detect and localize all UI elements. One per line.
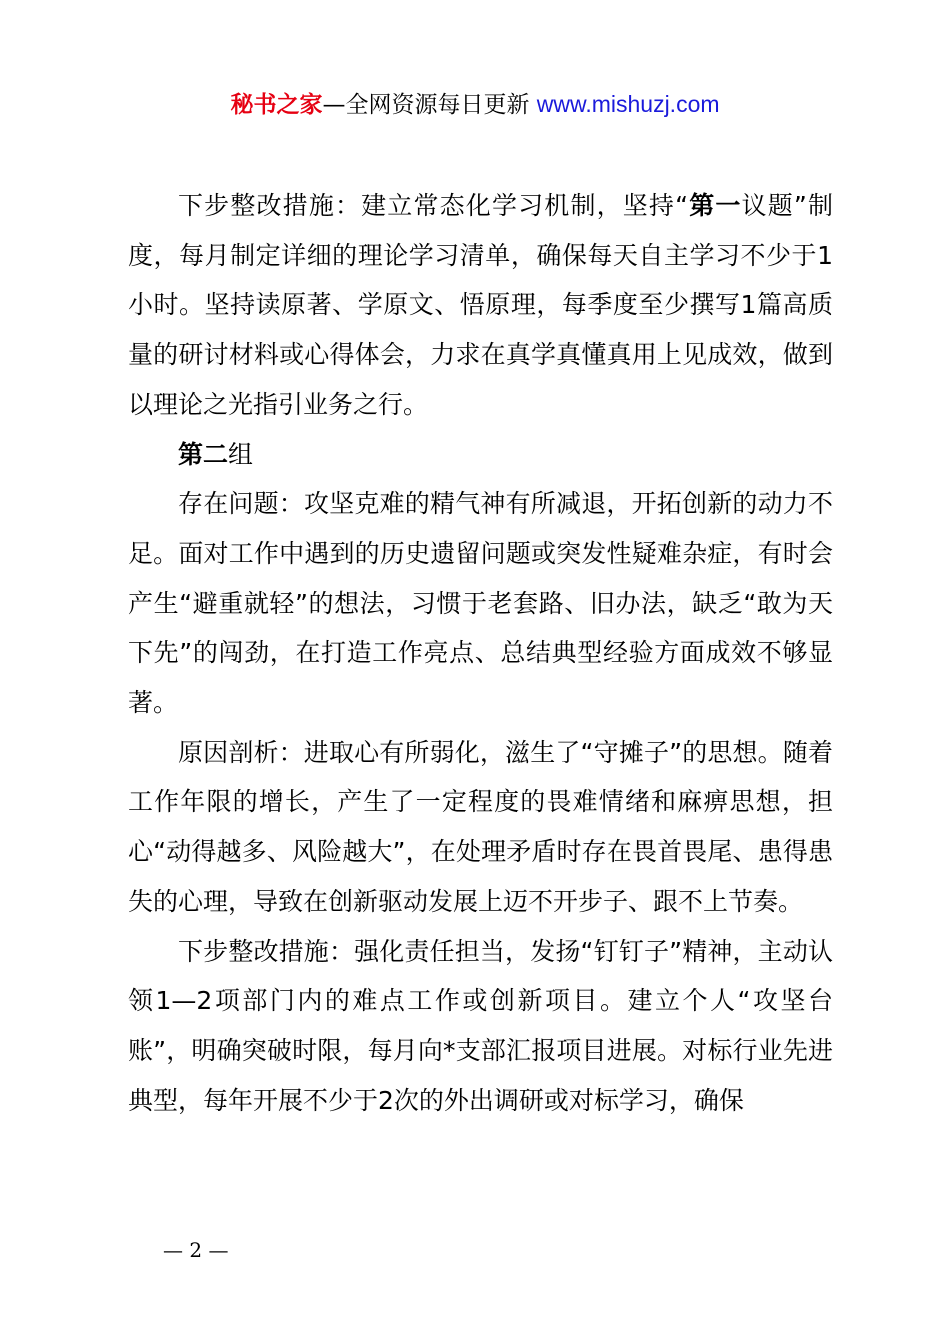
paragraph-problem <box>128 479 833 728</box>
document-body <box>128 181 833 1125</box>
page-number: — 2 — <box>163 1238 229 1262</box>
paragraph-rectification-1 <box>128 181 833 430</box>
site-url-link[interactable]: www.mishuzj.com <box>536 91 720 117</box>
brand-name: 秘书之家 <box>230 92 323 118</box>
text-segment: 议题”制度，每月制定详细的理论学习清单，确保每天自主学习不少于1小时。坚持读原著、学原文、悟原理，每季度至少撰写1篇高质量的研讨材料或心得体会，力求在真学真懂真用上见成效，做到以理论之光指引业务之行。 <box>128 191 833 419</box>
paragraph-rectification-2 <box>128 927 833 1126</box>
text-segment: 原因剖析：进取心有所弱化，滋生了“守摊子”的思想。随着工作年限的增长，产生了一定程度的畏难情绪和麻痹思想，担心“动得越多、风险越大”，在处理矛盾时存在畏首畏尾、患得患失的心理，导致在创新驱动发展上迈不开步子、跟不上节奏。 <box>128 737 833 916</box>
banner-tagline: —全网资源每日更新 <box>322 92 537 118</box>
text-segment: 下步整改措施：强化责任担当，发扬“钉钉子”精神，主动认领1—2项部门内的难点工作或创新项目。建立个人“攻坚台账”，明确突破时限，每月向*支部汇报项目进展。对标行业先进典型，每年开展不少于2次的外出调研或对标学习，确保 <box>128 936 833 1115</box>
text-segment: 组 <box>228 439 254 469</box>
site-banner <box>0 86 950 123</box>
paragraph-cause-analysis <box>128 728 833 927</box>
bold-segment: 第二 <box>178 439 229 469</box>
text-segment: 存在问题：攻坚克难的精气神有所减退，开拓创新的动力不足。面对工作中遇到的历史遗留问题或突发性疑难杂症，有时会产生“避重就轻”的想法，习惯于老套路、旧办法，缺乏“敢为天下先”的闯劲，在打造工作亮点、总结典型经验方面成效不够显著。 <box>128 489 833 718</box>
bold-segment: 第一 <box>688 191 742 220</box>
text-segment: 下步整改措施：建立常态化学习机制，坚持“ <box>178 191 689 220</box>
group-heading <box>128 430 833 480</box>
